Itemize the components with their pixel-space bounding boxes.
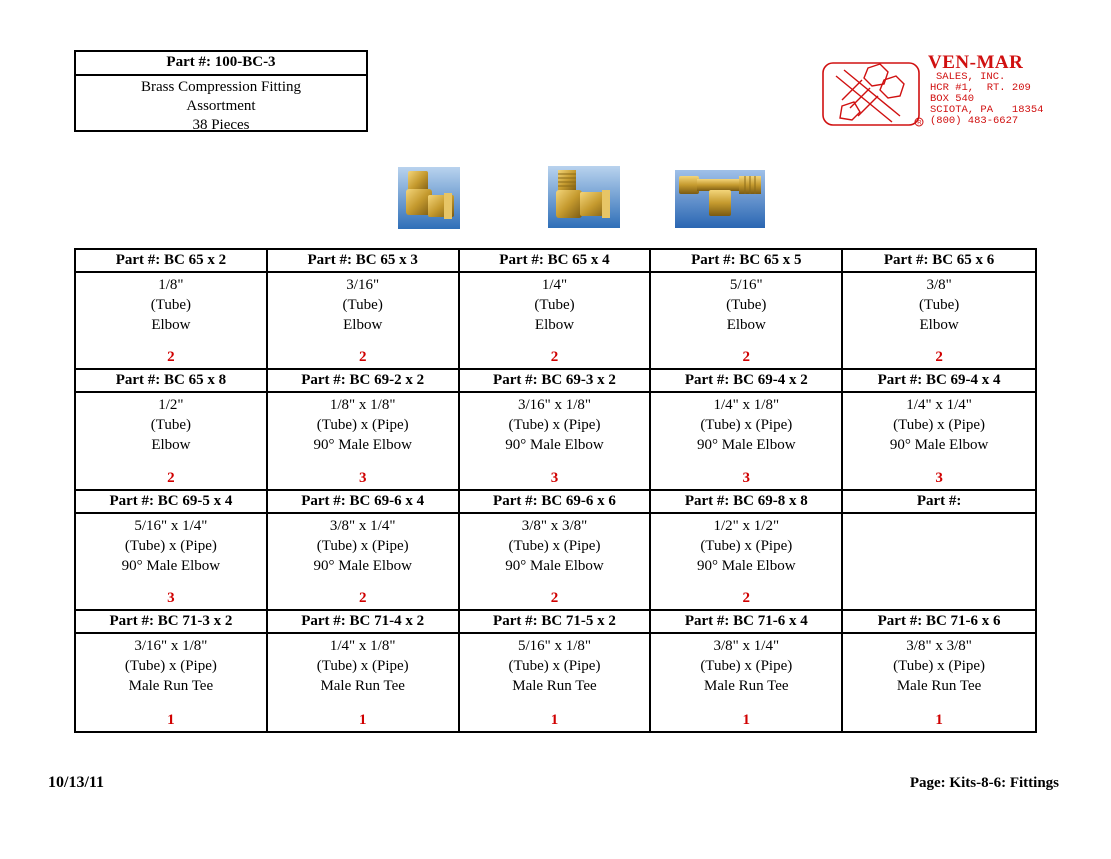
cell-fitting-style: Elbow: [726, 317, 766, 333]
cell-part-number: Part #: BC 69-2 x 2: [268, 370, 458, 393]
brass-run-tee-photo: [675, 170, 765, 228]
part-cell: [651, 611, 843, 731]
cell-part-number: Part #: BC 71-6 x 4: [651, 611, 841, 634]
company-subtitle: SALES, INC.: [936, 71, 1006, 83]
cell-type: (Tube) x (Pipe): [316, 417, 409, 434]
cell-quantity: 2: [167, 349, 175, 366]
part-cell: [268, 491, 460, 611]
cell-part-number: Part #: BC 65 x 2: [76, 250, 266, 273]
cell-fitting-style: Male Run Tee: [896, 677, 982, 694]
svg-text:R: R: [917, 120, 922, 127]
part-cell: [460, 370, 652, 490]
company-logo: [822, 52, 1052, 130]
part-cell: [76, 611, 268, 731]
cell-fitting-style: Elbow: [151, 317, 191, 333]
cell-size: 1/8": [158, 277, 184, 293]
cell-fitting-style: Male Run Tee: [512, 677, 597, 694]
part-cell: [843, 370, 1035, 490]
company-address-line: HCR #1, RT. 209: [930, 82, 1031, 94]
cell-quantity: 2: [742, 349, 751, 366]
part-cell: [843, 611, 1035, 731]
cell-part-number: Part #: BC 69-6 x 6: [460, 491, 650, 514]
cell-type: (Tube) x (Pipe): [700, 537, 793, 554]
kit-description-line: Assortment: [186, 98, 256, 114]
cell-quantity: 1: [167, 712, 175, 728]
cell-part-number: Part #: BC 71-5 x 2: [460, 611, 650, 634]
cell-size: 1/4": [541, 277, 568, 293]
cell-fitting-style: 90° Male Elbow: [505, 437, 604, 454]
part-cell: [460, 250, 652, 370]
cell-description: [76, 393, 266, 455]
cell-size: 3/16": [346, 277, 380, 293]
cell-type: (Tube): [150, 297, 192, 313]
cell-size: 1/2": [158, 397, 184, 414]
part-cell: [76, 250, 268, 370]
cell-fitting-style: Elbow: [343, 317, 383, 333]
cell-part-number: Part #: BC 65 x 5: [651, 250, 841, 273]
cell-size: 3/8" x 1/4": [329, 517, 396, 534]
part-cell: [268, 370, 460, 490]
cell-part-number: Part #:: [843, 491, 1035, 514]
cell-quantity: 3: [550, 469, 559, 486]
cell-description: [268, 514, 458, 576]
cell-quantity: 2: [742, 589, 751, 606]
cell-type: (Tube) x (Pipe): [124, 657, 217, 674]
cell-part-number: Part #: BC 65 x 8: [76, 370, 266, 393]
cell-description: [268, 634, 458, 696]
cell-type: (Tube) x (Pipe): [700, 657, 793, 674]
cell-type: (Tube): [342, 297, 383, 313]
part-cell: [268, 611, 460, 731]
cell-size: 3/16" x 1/8": [517, 397, 592, 414]
part-cell: [843, 491, 1035, 611]
cell-description: [651, 393, 841, 455]
cell-description: [76, 514, 266, 576]
company-phone: (800) 483-6627: [930, 115, 1019, 127]
page-label: Page: Kits-8-6: Fittings: [909, 775, 1059, 791]
cell-description: [460, 634, 650, 696]
cell-part-number: Part #: BC 69-3 x 2: [460, 370, 650, 393]
cell-type: (Tube): [726, 297, 767, 313]
cell-part-number: Part #: BC 71-4 x 2: [268, 611, 458, 634]
kit-description: [76, 76, 366, 135]
cell-type: (Tube) x (Pipe): [893, 657, 986, 674]
cell-description: [76, 634, 266, 696]
logo-fitting-icon: [822, 60, 924, 128]
cell-quantity: 2: [167, 469, 175, 486]
cell-quantity: 2: [550, 349, 559, 366]
cell-size: 1/8" x 1/8": [329, 397, 396, 414]
cell-size: 5/16" x 1/4": [134, 517, 208, 534]
cell-part-number: Part #: BC 71-6 x 6: [843, 611, 1035, 634]
cell-quantity: 1: [935, 712, 943, 728]
company-name: VEN-MAR: [928, 52, 1024, 73]
document-date: 10/13/11: [48, 774, 105, 791]
cell-fitting-style: Male Run Tee: [320, 677, 405, 694]
cell-size: 3/16" x 1/8": [134, 637, 208, 654]
cell-fitting-style: Male Run Tee: [128, 677, 214, 694]
cell-fitting-style: 90° Male Elbow: [889, 437, 989, 454]
cell-size: 1/4" x 1/8": [329, 637, 396, 654]
cell-description: [268, 273, 458, 335]
cell-fitting-style: Elbow: [151, 437, 191, 454]
part-cell: [651, 250, 843, 370]
cell-quantity: 1: [742, 712, 751, 728]
cell-description: [651, 634, 841, 696]
cell-part-number: Part #: BC 69-8 x 8: [651, 491, 841, 514]
cell-type: (Tube) x (Pipe): [508, 657, 601, 674]
cell-type: (Tube) x (Pipe): [124, 537, 217, 554]
cell-type: (Tube) x (Pipe): [893, 417, 986, 434]
cell-fitting-style: 90° Male Elbow: [697, 437, 796, 454]
cell-description: [843, 393, 1035, 455]
cell-quantity: 1: [550, 712, 559, 728]
cell-quantity: 3: [742, 469, 751, 486]
brass-elbow-photo: [398, 167, 460, 229]
cell-part-number: Part #: BC 65 x 4: [460, 250, 650, 273]
part-cell: [76, 370, 268, 490]
cell-part-number: Part #: BC 69-5 x 4: [76, 491, 266, 514]
cell-quantity: 1: [358, 712, 367, 728]
cell-type: (Tube) x (Pipe): [508, 417, 601, 434]
part-cell: [843, 250, 1035, 370]
cell-fitting-style: 90° Male Elbow: [505, 557, 604, 574]
cell-description: [843, 514, 1035, 516]
cell-description: [651, 514, 841, 576]
company-address-line: BOX 540: [930, 93, 975, 105]
cell-description: [651, 273, 841, 335]
kit-header-box: [74, 50, 368, 132]
cell-fitting-style: Elbow: [919, 317, 959, 333]
cell-type: (Tube) x (Pipe): [316, 657, 409, 674]
cell-type: (Tube): [918, 297, 960, 313]
cell-part-number: Part #: BC 69-4 x 2: [651, 370, 841, 393]
part-cell: [651, 491, 843, 611]
cell-size: 1/4" x 1/8": [713, 397, 780, 414]
kit-part-number: Part #: 100-BC-3: [76, 52, 366, 76]
cell-size: 3/8" x 3/8": [906, 637, 972, 654]
cell-part-number: Part #: BC 65 x 6: [843, 250, 1035, 273]
cell-quantity: 3: [358, 469, 367, 486]
cell-description: [76, 273, 266, 335]
brass-male-elbow-photo: [548, 166, 620, 228]
part-cell: [651, 370, 843, 490]
kit-piece-count: 38 Pieces: [192, 117, 250, 133]
cell-description: [460, 393, 650, 455]
cell-quantity: 3: [935, 469, 943, 486]
cell-type: (Tube) x (Pipe): [316, 537, 409, 554]
cell-type: (Tube) x (Pipe): [700, 417, 793, 434]
cell-fitting-style: 90° Male Elbow: [313, 437, 412, 454]
cell-size: 5/16": [729, 277, 763, 293]
cell-type: (Tube): [534, 297, 575, 313]
cell-size: 1/2" x 1/2": [713, 517, 780, 534]
cell-description: [460, 273, 650, 335]
cell-size: 5/16" x 1/8": [517, 637, 592, 654]
kit-description-line: Brass Compression Fitting: [140, 79, 301, 95]
cell-quantity: 3: [167, 589, 175, 606]
cell-quantity: 2: [358, 349, 367, 366]
cell-description: [460, 514, 650, 576]
cell-description: [843, 634, 1035, 696]
cell-type: (Tube) x (Pipe): [508, 537, 601, 554]
cell-part-number: Part #: BC 69-4 x 4: [843, 370, 1035, 393]
cell-fitting-style: Elbow: [534, 317, 575, 333]
cell-description: [268, 393, 458, 455]
part-cell: [460, 491, 652, 611]
company-address-line: SCIOTA, PA 18354: [930, 104, 1044, 116]
cell-part-number: Part #: BC 69-6 x 4: [268, 491, 458, 514]
cell-size: 1/4" x 1/4": [906, 397, 972, 414]
cell-quantity: 2: [358, 589, 367, 606]
cell-size: 3/8": [926, 277, 952, 293]
cell-part-number: Part #: BC 71-3 x 2: [76, 611, 266, 634]
cell-fitting-style: Male Run Tee: [704, 677, 789, 694]
parts-table: [74, 248, 1037, 733]
part-cell: [460, 611, 652, 731]
part-cell: [76, 491, 268, 611]
cell-quantity: 2: [935, 349, 943, 366]
cell-fitting-style: 90° Male Elbow: [313, 557, 412, 574]
cell-type: (Tube): [150, 417, 192, 434]
cell-fitting-style: 90° Male Elbow: [121, 557, 221, 574]
cell-quantity: 2: [550, 589, 559, 606]
cell-fitting-style: 90° Male Elbow: [697, 557, 796, 574]
cell-size: 3/8" x 1/4": [713, 637, 780, 654]
cell-part-number: Part #: BC 65 x 3: [268, 250, 458, 273]
cell-description: [843, 273, 1035, 335]
cell-size: 3/8" x 3/8": [521, 517, 588, 534]
part-cell: [268, 250, 460, 370]
